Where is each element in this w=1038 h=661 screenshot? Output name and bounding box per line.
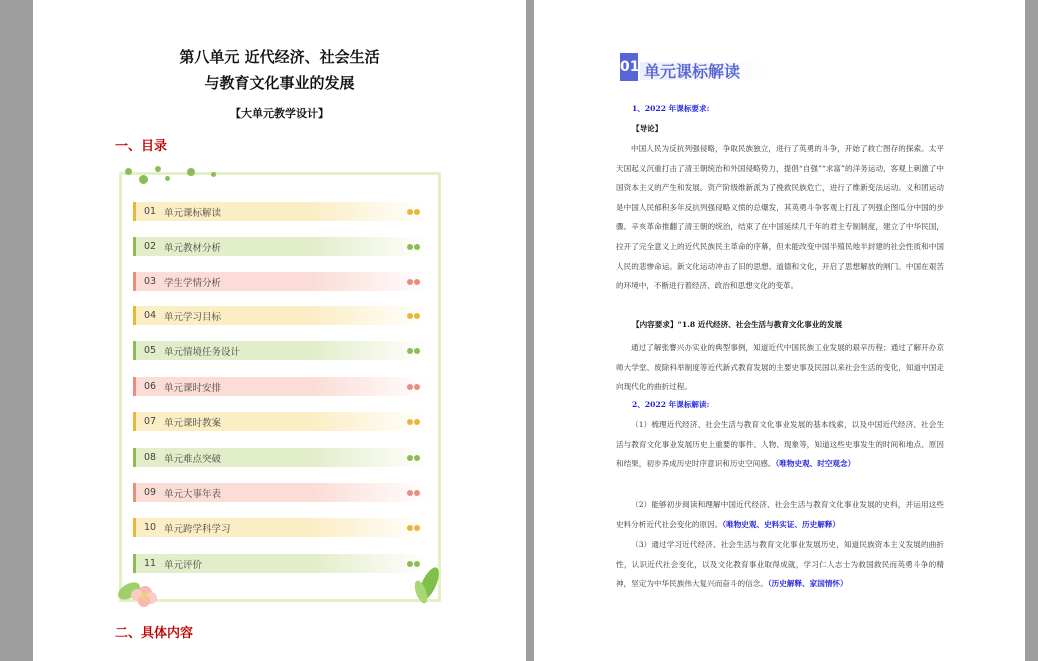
toc-item-label: 单元评价	[164, 559, 203, 571]
toc-item-09[interactable]	[133, 483, 429, 502]
point-2-text: （2）能够初步阅读和理解中国近代经济、社会生活与教育文化事业发展的史料，并运用这些史料分析近代社会变化的原因。	[616, 500, 944, 529]
toc-item-bar	[133, 272, 136, 291]
point-2-tag: （唯物史观、史料实证、历史解释）	[722, 519, 841, 529]
guide-paragraph: 中国人民为反抗列强侵略，争取民族独立，进行了英勇的斗争，开始了救亡图存的探索。太平天国起义沉重打击了清王朝统治和外国侵略势力，提倡“自强”“求富”的洋务运动，客观上刺激了中国资本主义的产生和发展。资产阶级维新派为了挽救民族危亡，进行了维新变法运动。义和团运动是中国人民郁积多年反抗列强侵略义愤的总爆发，其英勇斗争客观上打乱了列强企图瓜分中国的步骤。辛亥革命推翻了清王朝的统治，结束了在中国延续几千年的君主专制制度，建立了中华民国，拉开了完全意义上的近代民族民主革命的序幕，但未能改变中国半殖民地半封建的社会性质和中国人民的悲惨命运。新文化运动冲击了旧的思想、道德和文化，开启了思想解放的闸门。中国在艰苦的环境中，不断进行着经济、政治和思想文化的变革。	[616, 144, 944, 291]
toc-item-11[interactable]	[133, 554, 429, 573]
quote-mark-icon	[407, 209, 429, 215]
decor-dot	[155, 166, 161, 172]
section-heading-toc: 一、目录	[115, 139, 168, 154]
quote-mark-icon	[407, 525, 429, 531]
decor-dot	[187, 168, 195, 176]
interpretation-point-2	[616, 495, 944, 534]
quote-mark-icon	[407, 419, 429, 425]
section-badge-number: 01	[620, 53, 638, 81]
toc-item-number: 02	[144, 241, 157, 252]
interpretation-heading: 2、2022 年课标解读:	[632, 400, 710, 409]
unit-title-line1: 第八单元 近代经济、社会生活	[179, 48, 380, 66]
document-page-right	[534, 0, 1025, 661]
toc-item-number: 07	[144, 416, 157, 427]
toc-item-number: 01	[144, 206, 157, 217]
decor-dot	[165, 176, 170, 181]
toc-item-number: 04	[144, 310, 157, 321]
toc-item-label: 单元难点突破	[164, 453, 222, 465]
toc-item-bar	[133, 341, 136, 360]
quote-mark-icon	[407, 384, 429, 390]
toc-item-label: 学生学情分析	[164, 277, 222, 289]
toc-item-label: 单元课标解读	[164, 207, 222, 219]
interpretation-point-1	[616, 415, 944, 474]
content-requirement-label: 【内容要求】“1.8 近代经济、社会生活与教育文化事业的发展	[632, 320, 843, 329]
flower-decoration-icon	[115, 565, 165, 607]
guide-label: 【导论】	[632, 124, 663, 133]
toc-item-bar	[133, 412, 136, 431]
toc-item-label: 单元学习目标	[164, 311, 222, 323]
toc-item-03[interactable]	[133, 272, 429, 291]
toc-item-number: 11	[144, 558, 157, 569]
point-1-text: （1）梳理近代经济、社会生活与教育文化事业发展的基本线索，以及中国近代经济、社会生活与教育文化事业发展历史上重要的事件、人物、现象等，知道这些史事发生的时间和地点、原因和结果，初步养成历史时序意识和历史空间感。	[616, 420, 944, 469]
content-requirement-paragraph: 通过了解张謇兴办实业的典型事例，知道近代中国民族工业发展的艰辛历程；通过了解开办京师大学堂、废除科举制度等近代新式教育发展的主要史事及民国以来社会生活的变化，知道中国走向现代化的曲折过程。	[616, 343, 944, 392]
toc-item-06[interactable]	[133, 377, 429, 396]
toc-item-08[interactable]	[133, 448, 429, 467]
toc-item-number: 08	[144, 452, 157, 463]
toc-item-01[interactable]	[133, 202, 429, 221]
quote-mark-icon	[407, 348, 429, 354]
toc-item-label: 单元情境任务设计	[164, 346, 241, 358]
toc-item-04[interactable]	[133, 306, 429, 325]
unit-title-line2: 与教育文化事业的发展	[204, 74, 355, 92]
toc-item-bar	[133, 483, 136, 502]
quote-mark-icon	[407, 244, 429, 250]
quote-mark-icon	[407, 455, 429, 461]
point-3-tag: （历史解释、家国情怀）	[767, 579, 848, 589]
toc-item-label: 单元跨学科学习	[164, 523, 231, 535]
toc-item-02[interactable]	[133, 237, 429, 256]
quote-mark-icon	[407, 313, 429, 319]
toc-item-number: 10	[144, 522, 157, 533]
quote-mark-icon	[407, 490, 429, 496]
toc-item-bar	[133, 202, 136, 221]
document-page-left	[33, 0, 526, 661]
toc-item-05[interactable]	[133, 341, 429, 360]
leaf-decoration-icon	[411, 562, 447, 606]
requirements-heading: 1、2022 年课标要求:	[632, 104, 710, 113]
toc-item-07[interactable]	[133, 412, 429, 431]
toc-item-label: 单元课时教案	[164, 417, 222, 429]
toc-item-bar	[133, 377, 136, 396]
point-1-tag: （唯物史观、时空观念）	[775, 459, 856, 469]
toc-item-10[interactable]	[133, 518, 429, 537]
section-heading-content: 二、具体内容	[115, 626, 194, 641]
toc-item-label: 单元教材分析	[164, 242, 222, 254]
toc-item-bar	[133, 306, 136, 325]
decor-dot	[139, 175, 148, 184]
toc-item-bar	[133, 518, 136, 537]
toc-item-label: 单元课时安排	[164, 382, 222, 394]
decor-dot	[125, 168, 132, 175]
toc-item-number: 06	[144, 381, 157, 392]
section-badge-title: 单元课标解读	[644, 62, 741, 81]
toc-item-number: 05	[144, 345, 157, 356]
quote-mark-icon	[407, 279, 429, 285]
unit-subtitle: 【大单元教学设计】	[230, 107, 329, 120]
point-3-text: （3）通过学习近代经济、社会生活与教育文化事业发展历史，知道民族资本主义发展的曲折性，认识近代社会变化，以及文化教育事业取得成就，学习仁人志士为救国救民而英勇斗争的精神，坚定为中华民族伟大复兴而奋斗的信念。	[616, 540, 944, 589]
toc-item-number: 03	[144, 276, 157, 287]
toc-item-bar	[133, 237, 136, 256]
toc-item-bar	[133, 448, 136, 467]
decor-dot	[211, 172, 216, 177]
toc-item-label: 单元大事年表	[164, 488, 222, 500]
toc-item-number: 09	[144, 487, 157, 498]
interpretation-point-3	[616, 535, 944, 594]
